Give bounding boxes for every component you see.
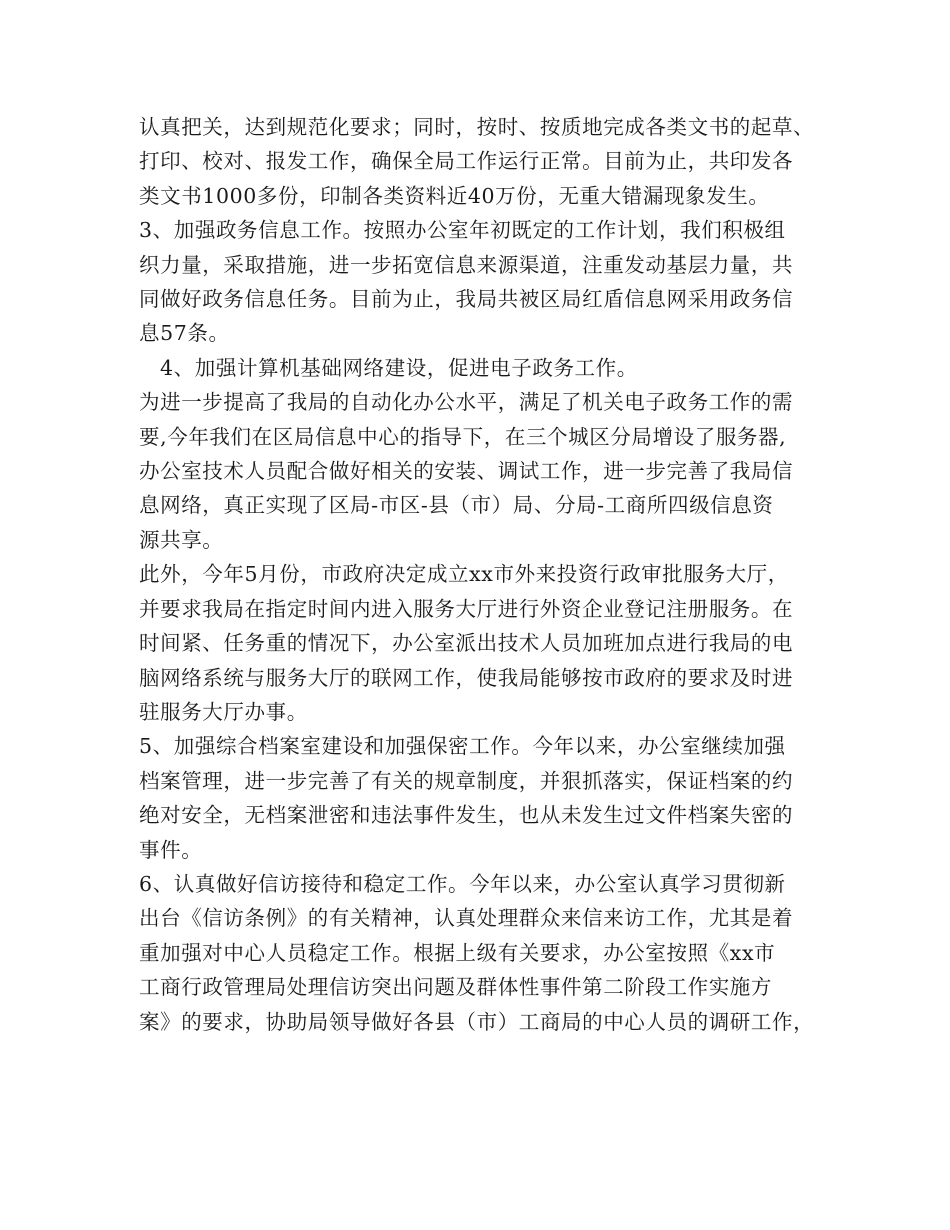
text-line: 源共享。 xyxy=(139,527,224,552)
text-line: 档案管理，进一步完善了有关的规章制度，并狠抓落实，保证档案的约 xyxy=(139,768,794,793)
text-line: 4、加强计算机基础网络建设，促进电子政务工作。 xyxy=(160,355,638,380)
text-line: 并要求我局在指定时间内进入服务大厅进行外资企业登记注册服务。在 xyxy=(139,596,794,621)
paragraph-petition-stability xyxy=(139,867,829,1039)
text-line: 为进一步提高了我局的自动化办公水平，满足了机关电子政务工作的需 xyxy=(139,390,794,415)
text-line: 息网络，真正实现了区局-市区-县（市）局、分局-工商所四级信息资 xyxy=(139,493,774,518)
document-page xyxy=(139,110,829,1039)
paragraph-office-automation xyxy=(139,385,829,557)
text-line: 同做好政务信息任务。目前为止，我局共被区局红盾信息网采用政务信 xyxy=(139,287,794,312)
text-line: 重加强对中心人员稳定工作。根据上级有关要求，办公室按照《xx市 xyxy=(139,940,776,965)
text-line: 案》的要求，协助局领导做好各县（市）工商局的中心人员的调研工作， xyxy=(139,1009,815,1034)
text-line: 工商行政管理局处理信访突出问题及群体性事件第二阶段工作实施方 xyxy=(139,975,772,1000)
paragraph-document-processing xyxy=(139,110,829,213)
text-line: 打印、校对、报发工作，确保全局工作运行正常。目前为止，共印发各 xyxy=(139,149,794,174)
text-line: 时间紧、任务重的情况下，办公室派出技术人员加班加点进行我局的电 xyxy=(139,631,794,656)
text-line: 要,今年我们在区局信息中心的指导下，在三个城区分局增设了服务器, xyxy=(139,424,787,449)
text-line: 息57条。 xyxy=(139,321,230,346)
text-line: 5、加强综合档案室建设和加强保密工作。今年以来，办公室继续加强 xyxy=(139,734,786,759)
text-line: 办公室技术人员配合做好相关的安装、调试工作，进一步完善了我局信 xyxy=(139,459,794,484)
text-line: 6、认真做好信访接待和稳定工作。今年以来，办公室认真学习贯彻新 xyxy=(139,871,786,896)
paragraph-archives-security xyxy=(139,729,829,867)
text-line: 驻服务大厅办事。 xyxy=(139,699,308,724)
text-line: 脑网络系统与服务大厅的联网工作，使我局能够按市政府的要求及时进 xyxy=(139,665,794,690)
paragraph-service-hall xyxy=(139,557,829,729)
text-line: 此外，今年5月份，市政府决定成立xx市外来投资行政审批服务大厅， xyxy=(139,562,789,587)
text-line: 类文书1000多份，印制各类资料近40万份，无重大错漏现象发生。 xyxy=(139,183,770,208)
text-line: 织力量，采取措施，进一步拓宽信息来源渠道，注重发动基层力量，共 xyxy=(139,252,794,277)
paragraph-government-information xyxy=(139,213,829,351)
text-line: 3、加强政务信息工作。按照办公室年初既定的工作计划，我们积极组 xyxy=(139,218,786,243)
text-line: 认真把关，达到规范化要求；同时，按时、按质地完成各类文书的起草、 xyxy=(139,115,815,139)
text-line: 绝对安全，无档案泄密和违法事件发生，也从未发生过文件档案失密的 xyxy=(139,803,794,828)
text-line: 出台《信访条例》的有关精神，认真处理群众来信来访工作，尤其是着 xyxy=(139,906,794,931)
heading-network-construction xyxy=(139,351,829,385)
text-line: 事件。 xyxy=(139,837,203,862)
